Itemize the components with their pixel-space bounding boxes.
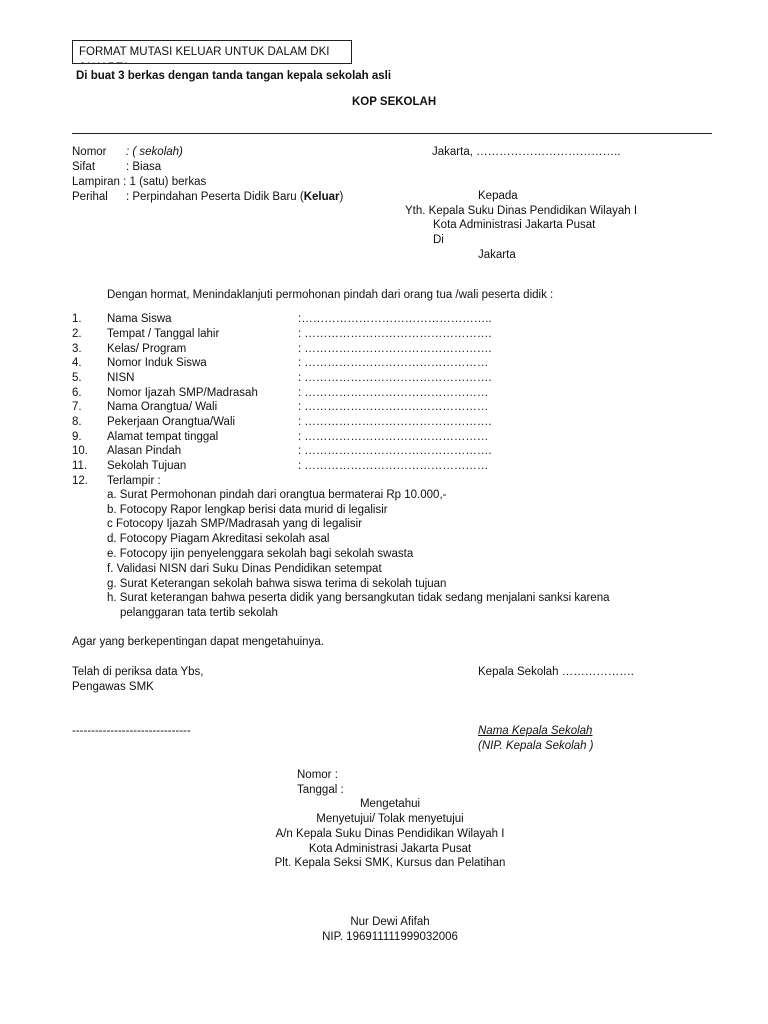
attachment-item: h. Surat keterangan bahwa peserta didik yang bersangkutan tidak sedang menjalani sanksi karena [107,592,610,604]
attachment-item: a. Surat Permohonan pindah dari orangtua bermaterai Rp 10.000,- [107,489,447,501]
principal-nip: (NIP. Kepala Sekolah ) [478,740,594,752]
approval-tanggal: Tanggal : [297,784,344,796]
perihal-label: Perihal [72,191,108,203]
lampiran-line: Lampiran : 1 (satu) berkas [72,176,207,188]
recipient-line3: Di [433,234,444,246]
list-label: NISN [107,372,135,384]
list-label: Nama Orangtua/ Wali [107,401,218,413]
recipient-kepada: Kepada [478,190,518,202]
list-label: Tempat / Tanggal lahir [107,328,220,340]
list-value: : …………………………………………. [298,445,492,457]
checked-by: Telah di periksa data Ybs, [72,666,204,678]
attachment-item: f. Validasi NISN dari Suku Dinas Pendidikan setempat [107,563,382,575]
list-number: 11. [72,460,88,472]
approval-mengetahui: Mengetahui [359,798,421,810]
list-label: Alamat tempat tinggal [107,431,219,443]
list-number: 10. [72,445,88,457]
recipient-line1: Yth. Kepala Suku Dinas Pendidikan Wilayah I [405,205,638,217]
list-value: : …………………………………………. [298,372,492,384]
list-number: 12. [72,475,88,487]
place-date: Jakarta, ……………………………….. [432,146,621,158]
perihal-pre: : Perpindahan Peserta Didik Baru ( [126,191,304,203]
instruction-note: Di buat 3 berkas dengan tanda tangan kepala sekolah asli [76,70,392,82]
list-label: Nomor Ijazah SMP/Madrasah [107,387,258,399]
principal-title: Kepala Sekolah ………………. [478,666,634,678]
list-number: 4. [72,357,82,369]
approval-nomor: Nomor : [297,769,338,781]
attachment-item: e. Fotocopy ijin penyelenggara sekolah bagi sekolah swasta [107,548,414,560]
list-value: : …………………………………………. [298,416,492,428]
approval-decision: Menyetujui/ Tolak menyetujui [316,813,464,825]
official-name: Nur Dewi Afifah [350,916,430,928]
list-number: 9. [72,431,82,443]
list-value: : …………………………………………. [298,328,492,340]
attachment-item: c Fotocopy Ijazah SMP/Madrasah yang di legalisir [107,518,363,530]
list-value: : ………………………………………… [298,460,489,472]
list-label: Nama Siswa [107,313,172,325]
recipient-line2: Kota Administrasi Jakarta Pusat [433,219,596,231]
list-label: Kelas/ Program [107,343,187,355]
list-label: Sekolah Tujuan [107,460,187,472]
list-label: Alasan Pindah [107,445,182,457]
kop-sekolah: KOP SEKOLAH [352,96,437,108]
official-nip: NIP. 196911111999032006 [322,931,458,943]
list-label: Pekerjaan Orangtua/Wali [107,416,236,428]
list-value: : ………………………………………… [298,401,489,413]
format-title: FORMAT MUTASI KELUAR UNTUK DALAM DKI [79,46,330,58]
list-value: : ………………………………………… [298,387,489,399]
list-number: 3. [72,343,82,355]
list-value: :………………………………………….. [298,313,492,325]
list-number: 7. [72,401,82,413]
list-label: Nomor Induk Siswa [107,357,207,369]
perihal-post: ) [339,191,344,203]
attachment-item-continued: pelanggaran tata tertib sekolah [120,607,278,619]
list-number: 2. [72,328,82,340]
list-value: : ………………………………………… [298,431,489,443]
attachment-item: d. Fotocopy Piagam Akreditasi sekolah asal [107,533,330,545]
list-value: : …………………………………………. [298,343,492,355]
approval-kota: Kota Administrasi Jakarta Pusat [308,843,472,855]
sifat-label: Sifat [72,161,96,173]
format-title-box [72,40,352,64]
perihal-value [126,191,343,203]
nomor-label: Nomor [72,146,107,158]
opening-paragraph: Dengan hormat, Menindaklanjuti permohonan pindah dari orang tua /wali peserta didik : [107,289,554,301]
approval-an: A/n Kepala Suku Dinas Pendidikan Wilayah I [275,828,505,840]
supervisor-title: Pengawas SMK [72,681,154,693]
header-divider [72,133,712,134]
list-value: : ………………………………………… [298,357,489,369]
approval-plt: Plt. Kepala Seksi SMK, Kursus dan Pelatihan [274,857,506,869]
recipient-line4: Jakarta [478,249,516,261]
nomor-value: : ( sekolah) [126,146,183,158]
list-number: 5. [72,372,82,384]
sifat-value: : Biasa [126,161,162,173]
supervisor-signature-line: ------------------------------- [72,725,191,737]
attachment-item: b. Fotocopy Rapor lengkap berisi data murid di legalisir [107,504,388,516]
list-number: 8. [72,416,82,428]
perihal-keluar: Keluar [303,191,340,203]
attachment-item: g. Surat Keterangan sekolah bahwa siswa terima di sekolah tujuan [107,578,447,590]
principal-name: Nama Kepala Sekolah [478,725,593,737]
closing-sentence: Agar yang berkepentingan dapat mengetahuinya. [72,636,324,648]
list-number: 6. [72,387,82,399]
list-number: 1. [72,313,82,325]
list-label: Terlampir : [107,475,161,487]
